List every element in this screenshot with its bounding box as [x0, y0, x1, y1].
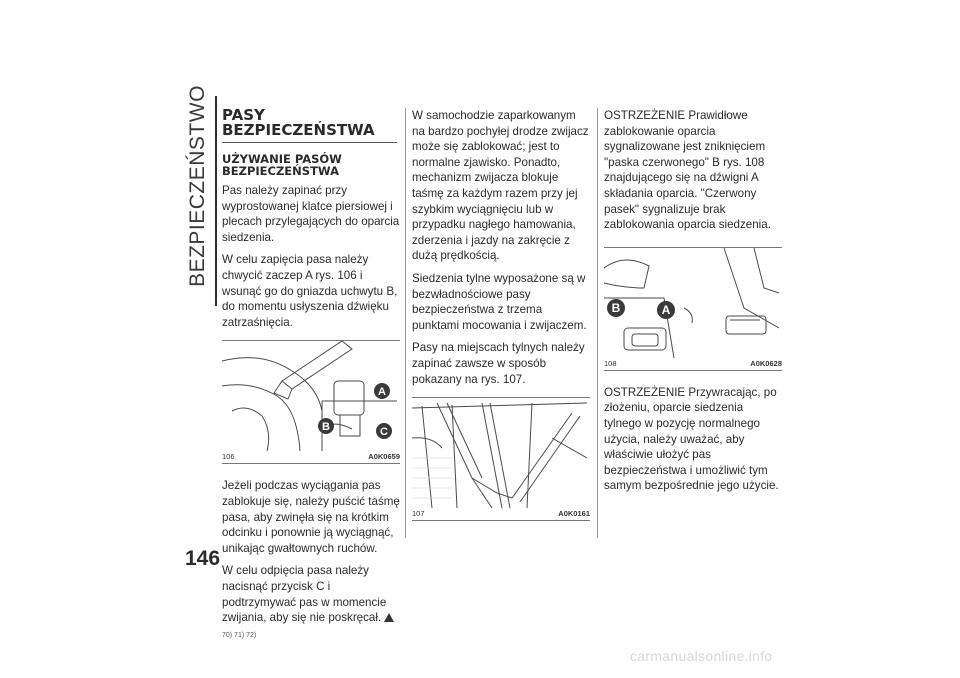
paragraph: W samochodzie zaparkowanym na bardzo pochyłej drodze zwijacz może się zablokować; jest to normalne zjawisko. Ponadto, mechanizm zwijacza blokuje taśmę za każdym razem przy jej szybkim wyciągnięciu lub w przypadku nagłego hamowania, zderzenia i jazdy na zakręcie z dużą prędkością. — [412, 109, 589, 263]
section-title-line-1: PASY — [222, 106, 265, 124]
figure-number: 106 — [222, 452, 235, 462]
section-side-tab — [178, 85, 218, 287]
column-1 — [222, 108, 400, 650]
label-a: A — [378, 386, 386, 399]
section-title-line-2: BEZPIECZEŃSTWA — [222, 121, 375, 139]
paragraph: Jeżeli podczas wyciągania pas zablokuje się, należy puścić taśmę pasa, aby zwinęła się na krótkim odcinku i ponownie ją wyciągnąć, unikając gwałtownych ruchów. — [222, 479, 400, 555]
column-3 — [604, 108, 782, 501]
paragraph: W celu zapięcia pasa należy chwycić zaczep A rys. 106 i wsunąć go do gniazda uchwytu B, do momentu usłyszenia dźwięku zatrzaśnięcia. — [222, 253, 398, 329]
section-title — [222, 108, 400, 140]
warning-icon — [384, 613, 394, 622]
paragraph-text: W celu odpięcia pasa należy nacisnąć przycisk C i podtrzymywać pas w momencie zwijania, aby się nie poskręcał. — [222, 564, 387, 625]
figure-107 — [412, 397, 590, 521]
page-number: 146 — [185, 547, 221, 570]
column-divider-1 — [405, 108, 406, 538]
figure-caption — [604, 358, 782, 371]
column-2 — [412, 108, 590, 535]
label-b: B — [322, 421, 330, 434]
figure-code: A0K0659 — [368, 452, 400, 462]
figure-106 — [222, 340, 400, 464]
paragraph — [222, 563, 400, 643]
section-side-tab-label: BEZPIECZEŃSTWO — [186, 85, 209, 287]
label-b: B — [611, 300, 621, 315]
figure-code: A0K0628 — [750, 358, 782, 368]
warning-refs: 70) 71) 72) — [222, 631, 257, 639]
rear-seatbelts-illustration — [412, 398, 587, 508]
subsection-title-line-1: UŻYWANIE PASÓW — [222, 152, 342, 166]
paragraph: OSTRZEŻENIE Prawidłowe zablokowanie oparcia sygnalizowane jest zniknięciem "paska czerwonego" B rys. 108 znajdującego się na dźwigni A składania oparcia. "Czerwony pasek" sygnalizuje brak zablokowania oparcia siedzenia. — [604, 109, 771, 232]
seatbelt-buckle-illustration — [222, 341, 397, 451]
paragraph: Siedzenia tylne wyposażone są w bezwładnościowe pasy bezpieczeństwa z trzema punktami mocowania i zwijaczem. — [412, 271, 587, 332]
title-underline — [222, 142, 397, 143]
label-a: A — [661, 302, 671, 317]
figure-caption — [412, 508, 590, 521]
label-c: C — [380, 426, 388, 439]
seat-release-lever-illustration — [604, 248, 779, 358]
figure-code: A0K0161 — [558, 509, 590, 519]
paragraph: Pas należy zapinać przy wyprostowanej klatce piersiowej i plecach przylegających do oparcia siedzenia. — [222, 184, 400, 244]
paragraph: Pasy na miejscach tylnych należy zapinać zawsze w sposób pokazany na rys. 107. — [412, 341, 585, 386]
subsection-title — [222, 153, 400, 177]
subsection-title-line-2: BEZPIECZEŃSTWA — [222, 164, 339, 178]
side-tab-rule — [215, 96, 217, 306]
figure-number: 108 — [604, 358, 617, 368]
column-divider-2 — [597, 108, 598, 538]
figure-caption — [222, 451, 400, 464]
figure-number: 107 — [412, 509, 425, 519]
footer-watermark: carmanualsonline.info — [630, 648, 773, 664]
figure-108 — [604, 247, 782, 371]
paragraph: OSTRZEŻENIE Przywracając, po złożeniu, oparcie siedzenia tylnego w pozycję normalnego użycia, należy uważać, aby właściwie ułożyć pas bezpieczeństwa i umożliwić tym samym bezpośrednie jego użycie. — [604, 385, 779, 493]
